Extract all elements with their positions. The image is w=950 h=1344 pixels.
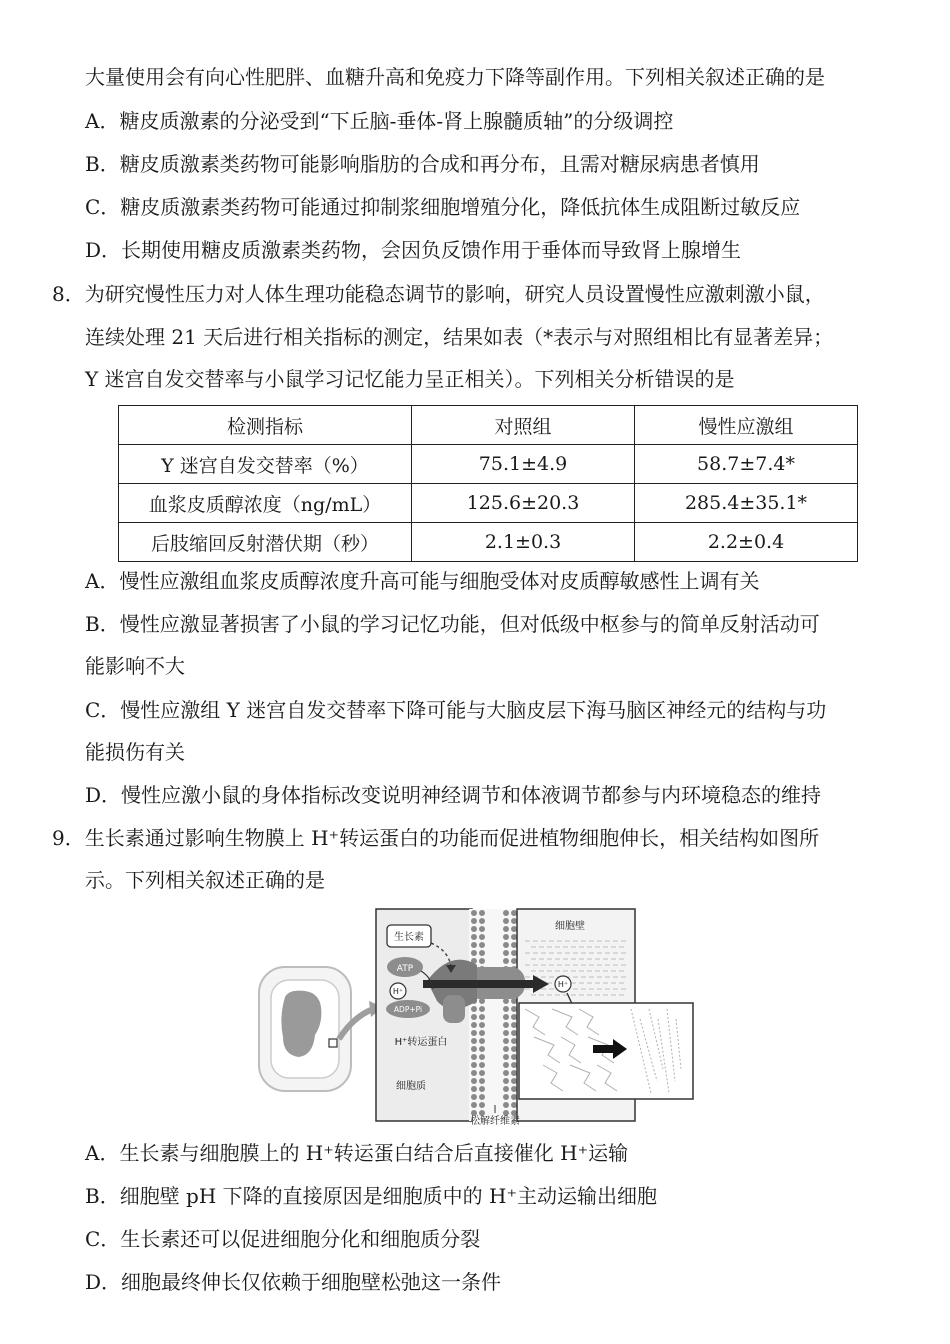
membrane-lipid-dot	[471, 1046, 477, 1052]
table-cell: Y 迷宫自发交替率（%）	[119, 445, 412, 484]
membrane-lipid-dot	[479, 910, 485, 916]
membrane-lipid-dot	[503, 1038, 509, 1044]
q8-option-c-cont: 能损伤有关	[85, 740, 185, 764]
q8-option-d: D．慢性应激小鼠的身体指标改变说明神经调节和体液调节都参与内环境稳态的维持	[85, 783, 822, 807]
q9-stem-line-1: 9．生长素通过影响生物膜上 H⁺转运蛋白的功能而促进植物细胞伸长，相关结构如图所	[52, 826, 820, 850]
q9-option-c: C．生长素还可以促进细胞分化和细胞质分裂	[85, 1227, 481, 1251]
membrane-lipid-dot	[479, 1038, 485, 1044]
membrane-lipid-dot	[471, 1014, 477, 1020]
membrane-lipid-dot	[471, 1094, 477, 1100]
membrane-lipid-dot	[479, 1094, 485, 1100]
membrane-lipid-dot	[511, 942, 517, 948]
membrane-lipid-dot	[503, 958, 509, 964]
q8-option-b: B．慢性应激显著损害了小鼠的学习记忆功能，但对低级中枢参与的简单反射活动可	[85, 612, 820, 636]
membrane-lipid-dot	[471, 918, 477, 924]
membrane-lipid-dot	[471, 934, 477, 940]
q9-option-a: A．生长素与细胞膜上的 H⁺转运蛋白结合后直接催化 H⁺运输	[85, 1141, 629, 1165]
membrane-lipid-dot	[479, 1014, 485, 1020]
membrane-lipid-dot	[511, 1030, 517, 1036]
table-cell: 75.1±4.9	[412, 445, 635, 484]
membrane-lipid-dot	[471, 1062, 477, 1068]
membrane-lipid-dot	[503, 910, 509, 916]
membrane-lipid-dot	[471, 950, 477, 956]
membrane-lipid-dot	[511, 1006, 517, 1012]
table-cell: 285.4±35.1*	[635, 484, 858, 523]
table-row	[119, 484, 858, 523]
membrane-lipid-dot	[471, 942, 477, 948]
table-row	[119, 523, 858, 562]
membrane-lipid-dot	[503, 1094, 509, 1100]
q8-stem-line-1: 8．为研究慢性压力对人体生理功能稳态调节的影响，研究人员设置慢性应激刺激小鼠，	[52, 282, 825, 306]
q9-option-d: D．细胞最终伸长仅依赖于细胞壁松弛这一条件	[85, 1270, 502, 1294]
atp-label: ATP	[396, 964, 414, 974]
auxin-mechanism-figure	[255, 905, 695, 1127]
membrane-lipid-dot	[511, 1062, 517, 1068]
membrane-lipid-dot	[503, 1070, 509, 1076]
table-cell: 2.2±0.4	[635, 523, 858, 562]
membrane-lipid-dot	[511, 950, 517, 956]
table-cell: 血浆皮质醇浓度（ng/mL）	[119, 484, 412, 523]
figure-svg	[255, 905, 695, 1127]
membrane-lipid-dot	[503, 1030, 509, 1036]
q8-option-b-cont: 能影响不大	[85, 654, 185, 678]
membrane-lipid-dot	[511, 1038, 517, 1044]
cell-wall-label: 细胞壁	[555, 921, 585, 932]
membrane-lipid-dot	[503, 1086, 509, 1092]
adp-label: ADP+Pi	[393, 1005, 423, 1014]
membrane-lipid-dot	[479, 1006, 485, 1012]
table-header-row	[119, 406, 858, 445]
membrane-lipid-dot	[503, 1062, 509, 1068]
membrane-lipid-dot	[479, 1102, 485, 1108]
membrane-lipid-dot	[479, 958, 485, 964]
membrane-lipid-dot	[479, 926, 485, 932]
q8-data-table	[118, 405, 858, 562]
membrane-lipid-dot	[503, 1046, 509, 1052]
membrane-lipid-dot	[479, 950, 485, 956]
plant-cell-drawing	[259, 967, 383, 1091]
membrane-lipid-dot	[511, 1070, 517, 1076]
h-transport-arrow	[423, 980, 535, 988]
membrane-lipid-dot	[511, 958, 517, 964]
proton-left-label: H⁺	[392, 987, 404, 996]
q8-stem-line-2: 连续处理 21 天后进行相关指标的测定，结果如表（*表示与对照组相比有显著差异；	[85, 325, 834, 349]
membrane-lipid-dot	[511, 1102, 517, 1108]
membrane-lipid-dot	[471, 926, 477, 932]
membrane-lipid-dot	[479, 1046, 485, 1052]
membrane-lipid-dot	[511, 1054, 517, 1060]
membrane-lipid-dot	[471, 1086, 477, 1092]
membrane-lipid-dot	[503, 1102, 509, 1108]
membrane-lipid-dot	[479, 1086, 485, 1092]
membrane-lipid-dot	[479, 934, 485, 940]
membrane-lipid-dot	[479, 1054, 485, 1060]
auxin-label: 生长素	[394, 932, 424, 943]
q7-option-d: D．长期使用糖皮质激素类药物，会因负反馈作用于垂体而导致肾上腺增生	[85, 238, 742, 262]
membrane-lipid-dot	[511, 918, 517, 924]
membrane-lipid-dot	[511, 1086, 517, 1092]
proton-right-label: H⁺	[557, 980, 569, 989]
membrane-lipid-dot	[503, 1054, 509, 1060]
transporter-label: H⁺转运蛋白	[394, 1037, 448, 1048]
membrane-lipid-dot	[503, 1078, 509, 1084]
q8-stem-line-3: Y 迷宫自发交替率与小鼠学习记忆能力呈正相关）。下列相关分析错误的是	[85, 367, 735, 391]
table-cell: 125.6±20.3	[412, 484, 635, 523]
membrane-lipid-dot	[503, 926, 509, 932]
membrane-lipid-dot	[511, 1022, 517, 1028]
q9-option-b: B．细胞壁 pH 下降的直接原因是细胞质中的 H⁺主动运输出细胞	[85, 1184, 658, 1208]
membrane-lipid-dot	[479, 1070, 485, 1076]
q8-option-c: C．慢性应激组 Y 迷宫自发交替率下降可能与大脑皮层下海马脑区神经元的结构与功	[85, 698, 827, 722]
q7-option-a: A．糖皮质激素的分泌受到“下丘脑-垂体-肾上腺髓质轴”的分级调控	[85, 109, 674, 133]
membrane-lipid-dot	[511, 1078, 517, 1084]
membrane-lipid-dot	[471, 1078, 477, 1084]
membrane-lipid-dot	[471, 1006, 477, 1012]
membrane-lipid-dot	[479, 1078, 485, 1084]
membrane-lipid-dot	[479, 942, 485, 948]
q8-option-a: A．慢性应激组血浆皮质醇浓度升高可能与细胞受体对皮质醇敏感性上调有关	[85, 569, 760, 593]
membrane-lipid-dot	[471, 1070, 477, 1076]
membrane-lipid-dot	[479, 1022, 485, 1028]
membrane-lipid-dot	[471, 1038, 477, 1044]
membrane-lipid-dot	[471, 1030, 477, 1036]
membrane-lipid-dot	[511, 1094, 517, 1100]
membrane-lipid-dot	[479, 1062, 485, 1068]
membrane-lipid-dot	[503, 934, 509, 940]
membrane-lipid-dot	[511, 910, 517, 916]
membrane-lipid-dot	[503, 942, 509, 948]
membrane-lipid-dot	[503, 1022, 509, 1028]
table-cell: 后肢缩回反射潜伏期（秒）	[119, 523, 412, 562]
membrane-lipid-dot	[479, 918, 485, 924]
membrane-lipid-dot	[479, 1030, 485, 1036]
cell-membrane	[469, 909, 519, 1121]
table-header: 对照组	[412, 406, 635, 445]
membrane-lipid-dot	[503, 950, 509, 956]
table-row	[119, 445, 858, 484]
membrane-lipid-dot	[511, 934, 517, 940]
q7-option-b: B．糖皮质激素类药物可能影响脂肪的合成和再分布，且需对糖尿病患者慎用	[85, 152, 760, 176]
cellulose-zoom-box	[519, 1003, 693, 1099]
membrane-lipid-dot	[511, 1014, 517, 1020]
cytoplasm-label: 细胞质	[396, 1081, 426, 1092]
q7-stem-tail: 大量使用会有向心性肥胖、血糖升高和免疫力下降等副作用。下列相关叙述正确的是	[85, 65, 825, 89]
membrane-lipid-dot	[511, 926, 517, 932]
membrane-lipid-dot	[471, 910, 477, 916]
table-cell: 58.7±7.4*	[635, 445, 858, 484]
q7-option-c: C．糖皮质激素类药物可能通过抑制浆细胞增殖分化，降低抗体生成阻断过敏反应	[85, 195, 801, 219]
membrane-lipid-dot	[503, 918, 509, 924]
table-header: 检测指标	[119, 406, 412, 445]
membrane-lipid-dot	[471, 1022, 477, 1028]
table-cell: 2.1±0.3	[412, 523, 635, 562]
membrane-lipid-dot	[511, 1046, 517, 1052]
table-header: 慢性应激组	[635, 406, 858, 445]
cellulose-label: 松解纤维素	[470, 1116, 520, 1127]
membrane-lipid-dot	[471, 1102, 477, 1108]
membrane-lipid-dot	[503, 1014, 509, 1020]
q9-stem-line-2: 示。下列相关叙述正确的是	[85, 868, 325, 892]
membrane-lipid-dot	[471, 1054, 477, 1060]
membrane-lipid-dot	[503, 1006, 509, 1012]
